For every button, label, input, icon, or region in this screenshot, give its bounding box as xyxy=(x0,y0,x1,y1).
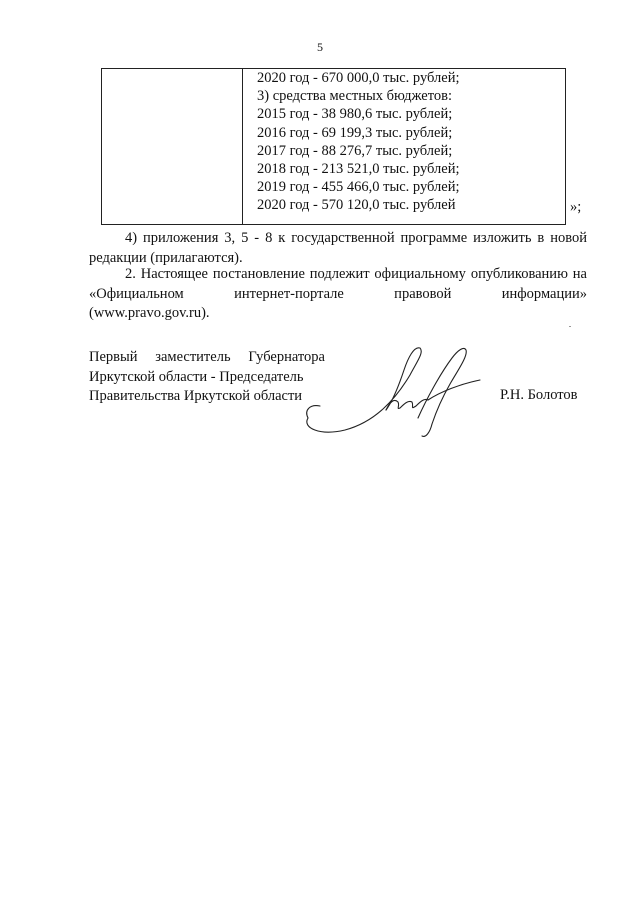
signer-position-line-1 xyxy=(89,348,325,368)
funding-table-cell xyxy=(257,69,557,215)
signer-position-line-2: Иркутской области - Председатель xyxy=(89,368,304,385)
signer-word: заместитель xyxy=(155,349,231,365)
funding-line: 2015 год - 38 980,6 тыс. рублей; xyxy=(257,106,453,123)
signer-position xyxy=(89,348,329,407)
closing-quote: »; xyxy=(570,199,582,215)
funding-line: 2017 год - 88 276,7 тыс. рублей; xyxy=(257,142,453,159)
signer-name: Р.Н. Болотов xyxy=(500,387,578,403)
handwritten-signature xyxy=(300,340,500,450)
funding-line: 2020 год - 570 120,0 тыс. рублей xyxy=(257,197,456,214)
table-column-divider xyxy=(242,69,243,224)
paragraph-item-2-url: (www.pravo.gov.ru). xyxy=(89,305,210,321)
signer-position-line-3: Правительства Иркутской области xyxy=(89,388,303,404)
scan-mark xyxy=(569,326,571,327)
funding-line: 2019 год - 455 466,0 тыс. рублей; xyxy=(257,179,460,196)
signer-word: Первый xyxy=(89,349,138,365)
paragraph-item-4: 4) приложения 3, 5 - 8 к государственной программе изложить в новой редакции (прилагаются). xyxy=(89,230,587,266)
funding-line: 2016 год - 69 199,3 тыс. рублей; xyxy=(257,124,453,141)
signer-word: Губернатора xyxy=(248,349,325,365)
funding-line: 3) средства местных бюджетов: xyxy=(257,88,453,105)
funding-line: 2018 год - 213 521,0 тыс. рублей; xyxy=(257,161,460,178)
paragraph-item-2: 2. Настоящее постановление подлежит официальному опубликованию на «Официальном интернет-портале правовой информации» xyxy=(89,266,587,302)
funding-line: 2020 год - 670 000,0 тыс. рублей; xyxy=(257,70,460,86)
page-number: 5 xyxy=(317,40,323,54)
